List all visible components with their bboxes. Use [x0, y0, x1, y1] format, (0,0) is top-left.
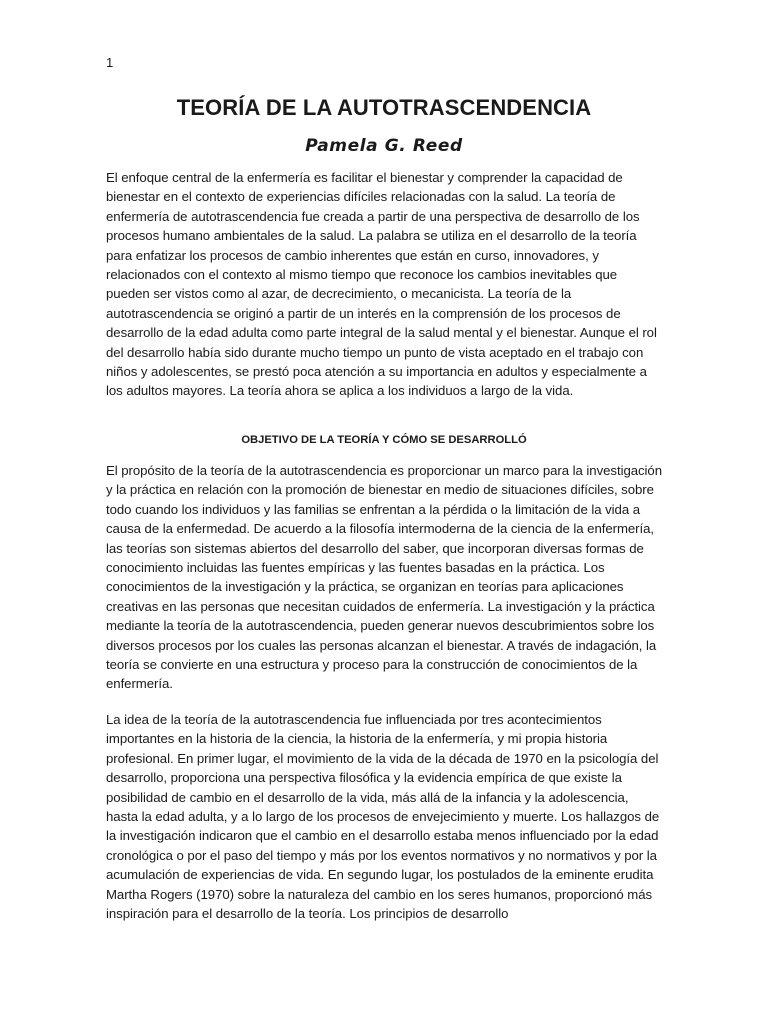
section-heading: OBJETIVO DE LA TEORÍA Y CÓMO SE DESARROLLÓ [241, 434, 527, 446]
influences-paragraph: La idea de la teoría de la autotrascendencia fue influenciada por tres acontecimientos importantes en la historia de la ciencia, la historia de la enfermería, y mi propia historia profesional. En primer lugar, el movimiento de la vida de la década de 1970 en la psicología del desarrollo, proporciona una perspectiva filosófica y la evidencia empírica de que existe la posibilidad de cambio en el desarrollo de la vida, más allá de la infancia y la adolescencia, hasta la edad adulta, y a lo largo de los procesos de envejecimiento y muerte. Los hallazgos de la investigación indicaron que el cambio en el desarrollo estaba menos influenciado por la edad cronológica o por el paso del tiempo y más por los eventos normativos y no normativos y por la acumulación de experiencias de vida. En segundo lugar, los postulados de la eminente erudita Martha Rogers (1970) sobre la naturaleza del cambio en los seres humanos, proporcionó más inspiración para el desarrollo de la teoría. Los principios de desarrollo [106, 712, 660, 922]
document-title: TEORÍA DE LA AUTOTRASCENDENCIA [176, 95, 592, 120]
purpose-paragraph: El propósito de la teoría de la autotrascendencia es proporcionar un marco para la investigación y la práctica en relación con la promoción de bienestar en medio de situaciones difíciles, sobre todo cuando los individuos y las familias se enfrentan a la pérdida o la limitación de la vida a causa de la enfermedad. De acuerdo a la filosofía intermoderna de la ciencia de la enfermería, las teorías son sistemas abiertos del desarrollo del saber, que incorporan diversas formas de conocimiento incluidas las fuentes empíricas y las fuentes basadas en la práctica. Los conocimientos de la investigación y la práctica, se organizan en teorías para aplicaciones creativas en las personas que necesitan cuidados de enfermería. La investigación y la práctica mediante la teoría de la autotrascendencia, pueden generar nuevos descubrimientos sobre los diversos procesos por los cuales las personas alcanzan el bienestar. A través de indagación, la teoría se convierte en una estructura y proceso para la construcción de conocimientos de la enfermería. [106, 463, 663, 692]
author-name: Pamela G. Reed [305, 136, 463, 156]
intro-paragraph: El enfoque central de la enfermería es facilitar el bienestar y comprender la capacidad de bienestar en el contexto de experiencias difíciles relacionadas con la salud. La teoría de enfermería de autotrascendencia fue creada a partir de una perspectiva de desarrollo de los procesos humano ambientales de la salud. La palabra se utiliza en el desarrollo de la teoría para enfatizar los procesos de cambio inherentes que están en curso, innovadores, y relacionados con el contexto al mismo tiempo que reconoce los cambios inevitables que pueden ser vistos como al azar, de decrecimiento, o mecanicista. La teoría de la autotrascendencia se originó a partir de un interés en la comprensión de los procesos de desarrollo de la edad adulta como parte integral de la salud mental y el bienestar. Aunque el rol del desarrollo había sido durante mucho tiempo un punto de vista aceptado en el trabajo con niños y adolescentes, se prestó poca atención a su importancia en adultos y especialmente a los adultos mayores. La teoría ahora se aplica a los individuos a largo de la vida. [106, 170, 657, 399]
page-number: 1 [106, 55, 114, 70]
